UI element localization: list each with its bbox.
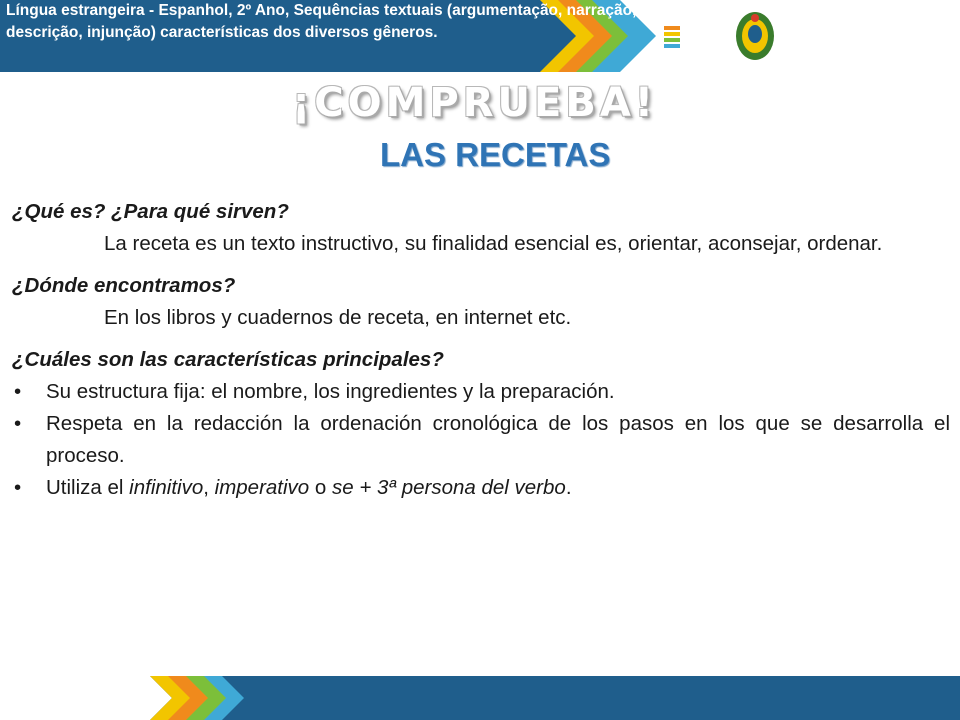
question-what-is: ¿Qué es? ¿Para qué sirven? [12,200,289,223]
footer-chevrons [0,676,250,720]
answer-where: En los libros y cuadernos de receta, en internet etc. [104,306,572,329]
slide-content [12,196,950,504]
coat-of-arms-icon [734,10,776,62]
bullet3-comma: , [203,476,215,499]
bullet3-o: o [309,476,332,499]
term-imperativo: imperativo [214,476,310,499]
list-item: • Respeta en la redacción la ordenación cronológica de los pasos en los que se desarrolla el proceso. [12,408,950,472]
secretaria-logo-icon [662,18,728,58]
term-se-persona: se + 3ª persona del verbo [332,476,566,499]
bullet3-pre: Utiliza el [46,476,130,499]
bullet3-end: . [565,476,572,499]
characteristics-list [12,376,950,504]
answer-what-is: La receta es un texto instructivo, su finalidad esencial es, orientar, aconsejar, ordenar. [104,232,883,255]
slide-heading: ¡COMPRUEBA! [292,80,658,126]
question-characteristics: ¿Cuáles son las características principales? [12,348,444,371]
term-infinitivo: infinitivo [129,476,204,499]
list-item: • Su estructura fija: el nombre, los ingredientes y la preparación. [12,376,950,408]
slide-title: LAS RECETAS [380,136,611,173]
question-where: ¿Dónde encontramos? [12,274,236,297]
course-description: Língua estrangeira - Espanhol, 2º Ano, Sequências textuais (argumentação, narração, descrição, injunção) características dos diversos gêneros. [6,2,637,41]
list-item [12,472,950,504]
